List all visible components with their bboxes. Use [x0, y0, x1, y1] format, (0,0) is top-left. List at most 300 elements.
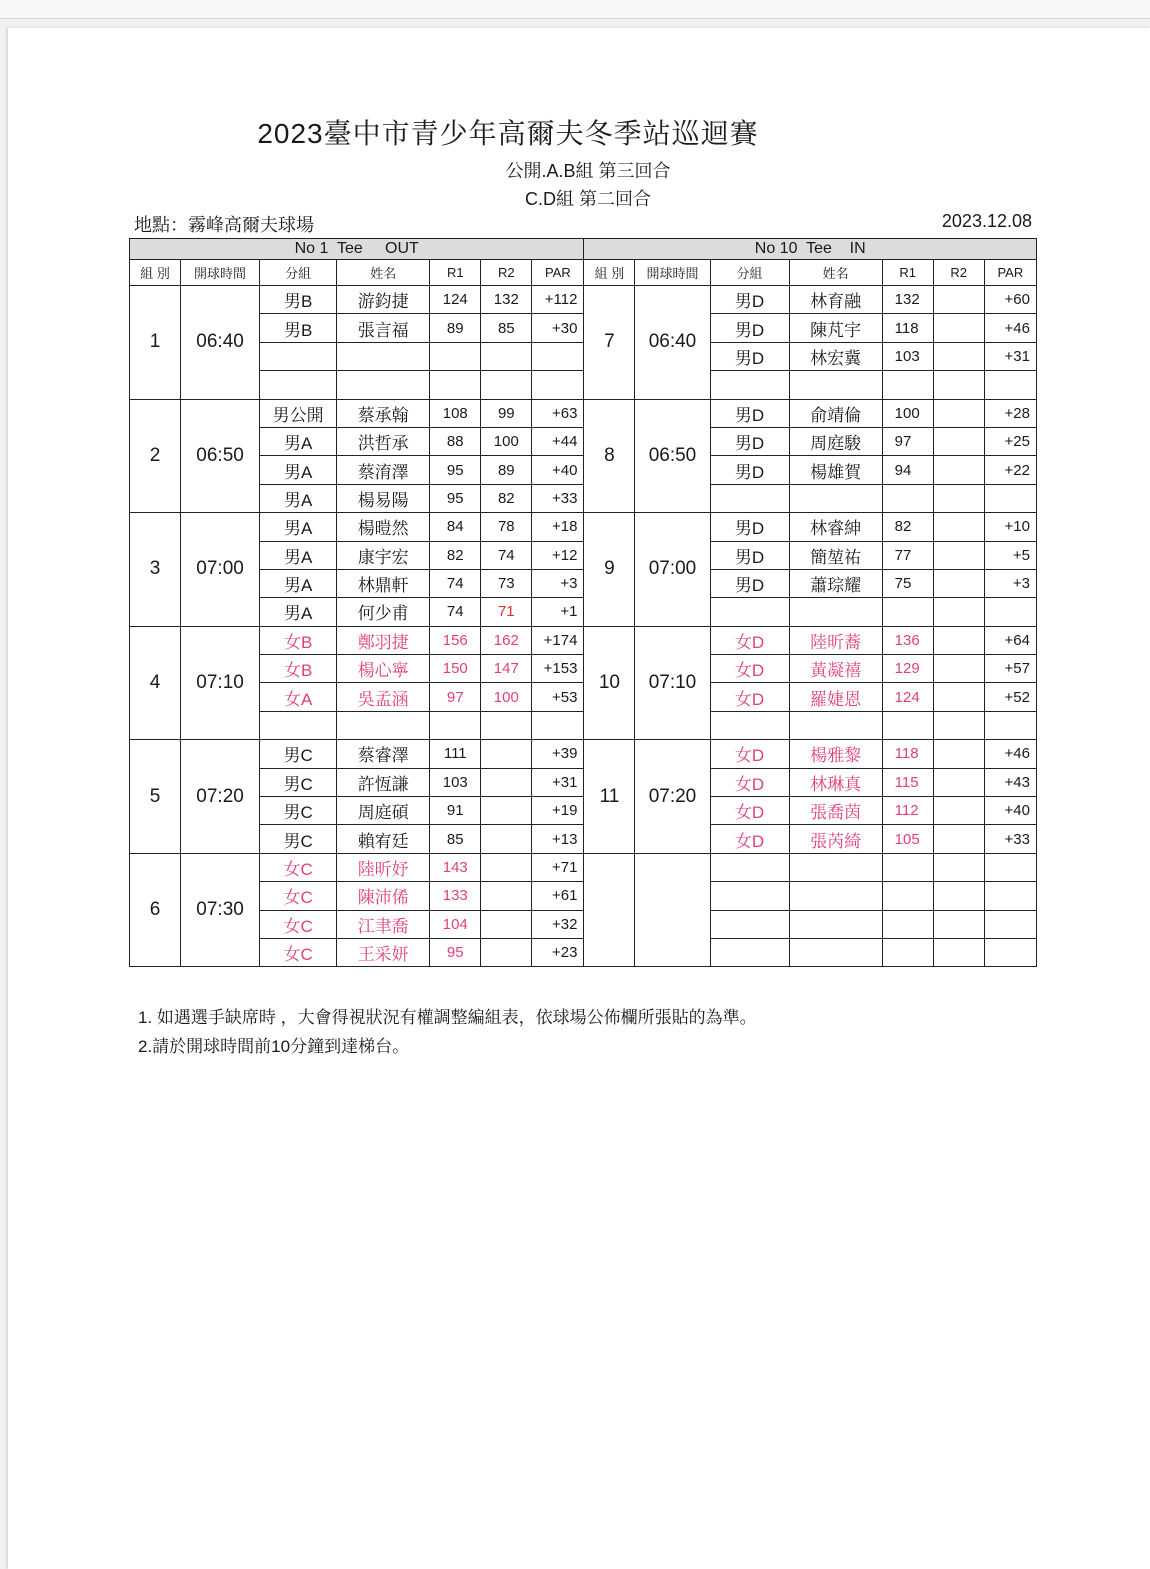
player-name: 林琳真 — [789, 768, 882, 796]
par-total: +28 — [984, 399, 1036, 427]
round1-score: 118 — [882, 740, 933, 768]
par-total: +12 — [532, 541, 584, 569]
round1-score — [430, 711, 481, 739]
round2-score — [933, 825, 984, 853]
round2-score — [481, 768, 532, 796]
round1-score — [882, 371, 933, 399]
round1-score: 74 — [430, 598, 481, 626]
round2-score — [933, 626, 984, 654]
par-total: +32 — [532, 910, 584, 938]
round1-score: 89 — [430, 314, 481, 342]
player-division — [710, 853, 789, 881]
table-row — [130, 797, 1037, 825]
table-row — [130, 427, 1037, 455]
player-name: 林睿紳 — [789, 513, 882, 541]
round1-score: 103 — [882, 342, 933, 370]
player-division: 男A — [260, 598, 337, 626]
player-name: 楊雄賀 — [789, 456, 882, 484]
player-name: 楊易陽 — [337, 484, 430, 512]
round1-score: 156 — [430, 626, 481, 654]
player-division: 男C — [260, 825, 337, 853]
par-total: +52 — [984, 683, 1036, 711]
par-total: +43 — [984, 768, 1036, 796]
round2-score: 89 — [481, 456, 532, 484]
group-number: 2 — [130, 399, 181, 513]
player-name: 林育融 — [789, 286, 882, 314]
player-division: 女A — [260, 683, 337, 711]
round2-score — [933, 853, 984, 881]
player-name — [789, 910, 882, 938]
par-total — [984, 371, 1036, 399]
tee-time: 07:00 — [635, 513, 710, 627]
subtitle-round-ab: 公開.A.B組 第三回合 — [505, 161, 671, 181]
player-division — [260, 371, 337, 399]
round2-score — [481, 342, 532, 370]
round1-score — [882, 598, 933, 626]
round1-score — [882, 938, 933, 966]
player-division: 男D — [710, 569, 789, 597]
par-total: +153 — [532, 655, 584, 683]
col-header-time: 開球時間 — [635, 260, 710, 286]
col-header-par: PAR — [984, 260, 1036, 286]
par-total: +31 — [532, 768, 584, 796]
tee-time: 07:20 — [635, 740, 710, 854]
player-division: 女D — [710, 655, 789, 683]
table-row — [130, 286, 1037, 314]
player-division — [710, 882, 789, 910]
round1-score: 88 — [430, 427, 481, 455]
round2-score — [481, 711, 532, 739]
player-division: 女D — [710, 797, 789, 825]
player-division — [710, 938, 789, 966]
group-number: 1 — [130, 286, 181, 400]
player-name — [789, 484, 882, 512]
player-division: 男D — [710, 399, 789, 427]
group-number: 6 — [130, 853, 181, 967]
round1-score — [882, 882, 933, 910]
round2-score — [481, 938, 532, 966]
par-total: +33 — [984, 825, 1036, 853]
round2-score: 74 — [481, 541, 532, 569]
player-division: 男C — [260, 797, 337, 825]
col-header-r1: R1 — [430, 260, 481, 286]
round1-score — [882, 910, 933, 938]
player-name — [337, 342, 430, 370]
player-name: 簡堃祐 — [789, 541, 882, 569]
table-row — [130, 314, 1037, 342]
group-number: 5 — [130, 740, 181, 854]
table-row — [130, 598, 1037, 626]
round1-score — [882, 711, 933, 739]
round2-score — [481, 740, 532, 768]
round1-score — [882, 484, 933, 512]
round2-score — [481, 882, 532, 910]
round1-score — [430, 371, 481, 399]
round2-score — [933, 797, 984, 825]
event-date: 2023.12.08 — [941, 211, 1032, 231]
round2-score — [933, 399, 984, 427]
par-total: +23 — [532, 938, 584, 966]
col-header-division: 分組 — [710, 260, 789, 286]
par-total: +30 — [532, 314, 584, 342]
table-row — [130, 484, 1037, 512]
player-name: 楊心寧 — [337, 655, 430, 683]
player-name — [337, 371, 430, 399]
round1-score: 129 — [882, 655, 933, 683]
player-division: 男D — [710, 456, 789, 484]
player-division — [710, 484, 789, 512]
tee-time: 06:50 — [635, 399, 710, 513]
player-division — [260, 342, 337, 370]
table-row — [130, 541, 1037, 569]
round2-score — [933, 286, 984, 314]
round2-score: 147 — [481, 655, 532, 683]
table-row — [130, 882, 1037, 910]
viewer-top-bar — [0, 0, 1150, 19]
player-division: 男A — [260, 569, 337, 597]
col-header-name: 姓名 — [337, 260, 430, 286]
table-row — [130, 910, 1037, 938]
round2-score — [933, 513, 984, 541]
tee-time — [635, 853, 710, 967]
par-total — [984, 910, 1036, 938]
par-total: +33 — [532, 484, 584, 512]
player-name — [789, 711, 882, 739]
player-name — [789, 853, 882, 881]
player-division: 女D — [710, 825, 789, 853]
player-name: 江聿喬 — [337, 910, 430, 938]
player-name: 張喬茵 — [789, 797, 882, 825]
round1-score — [430, 342, 481, 370]
par-total — [984, 598, 1036, 626]
par-total: +22 — [984, 456, 1036, 484]
par-total: +10 — [984, 513, 1036, 541]
table-row — [130, 711, 1037, 739]
document-title: 2023臺中市青少年高爾夫冬季站巡迴賽 — [257, 118, 759, 149]
par-total: +39 — [532, 740, 584, 768]
round1-score: 132 — [882, 286, 933, 314]
table-row — [130, 853, 1037, 881]
player-name: 林宏冀 — [789, 342, 882, 370]
group-number: 8 — [584, 399, 635, 513]
round2-score — [933, 655, 984, 683]
player-name: 周庭駿 — [789, 427, 882, 455]
round2-score: 71 — [481, 598, 532, 626]
col-header-r2: R2 — [933, 260, 984, 286]
player-name: 黃凝禧 — [789, 655, 882, 683]
round2-score — [933, 768, 984, 796]
round1-score: 97 — [430, 683, 481, 711]
subtitle-round-cd: C.D組 第二回合 — [525, 189, 651, 209]
group-number: 10 — [584, 626, 635, 740]
round1-score: 97 — [882, 427, 933, 455]
par-total — [984, 938, 1036, 966]
table-row — [130, 513, 1037, 541]
tee-time: 06:40 — [181, 286, 260, 400]
player-name: 楊暟然 — [337, 513, 430, 541]
player-name: 康宇宏 — [337, 541, 430, 569]
player-name — [789, 882, 882, 910]
player-division: 女C — [260, 938, 337, 966]
player-name: 賴宥廷 — [337, 825, 430, 853]
round2-score — [933, 314, 984, 342]
player-name: 吳孟涵 — [337, 683, 430, 711]
player-name — [337, 711, 430, 739]
round2-score — [933, 598, 984, 626]
tee-time-schedule-table — [129, 238, 1037, 967]
round2-score — [933, 910, 984, 938]
player-division — [710, 711, 789, 739]
round2-score — [481, 910, 532, 938]
round1-score: 124 — [430, 286, 481, 314]
round2-score — [933, 541, 984, 569]
player-name — [789, 371, 882, 399]
round2-score: 85 — [481, 314, 532, 342]
round1-score: 108 — [430, 399, 481, 427]
par-total — [532, 711, 584, 739]
player-division: 女D — [710, 740, 789, 768]
col-header-division: 分組 — [260, 260, 337, 286]
par-total — [984, 484, 1036, 512]
par-total: +63 — [532, 399, 584, 427]
tee-header-left: No 1 Tee OUT — [130, 239, 584, 260]
player-name: 羅婕恩 — [789, 683, 882, 711]
round1-score: 82 — [882, 513, 933, 541]
player-division: 男A — [260, 427, 337, 455]
group-number — [584, 853, 635, 967]
par-total: +112 — [532, 286, 584, 314]
tee-time: 06:40 — [635, 286, 710, 400]
par-total: +64 — [984, 626, 1036, 654]
par-total: +44 — [532, 427, 584, 455]
round2-score: 99 — [481, 399, 532, 427]
round2-score: 78 — [481, 513, 532, 541]
player-division: 男D — [710, 342, 789, 370]
round2-score — [933, 569, 984, 597]
group-number: 11 — [584, 740, 635, 854]
player-division: 女B — [260, 626, 337, 654]
player-name: 何少甫 — [337, 598, 430, 626]
group-number: 7 — [584, 286, 635, 400]
player-division: 女D — [710, 768, 789, 796]
player-division: 男A — [260, 513, 337, 541]
round2-score — [933, 427, 984, 455]
player-division: 男公開 — [260, 399, 337, 427]
par-total — [532, 371, 584, 399]
col-header-par: PAR — [532, 260, 584, 286]
round1-score: 124 — [882, 683, 933, 711]
round1-score: 95 — [430, 938, 481, 966]
round2-score — [933, 683, 984, 711]
tee-time: 07:10 — [181, 626, 260, 740]
player-name: 張言福 — [337, 314, 430, 342]
note-arrival: 2.請於開球時間前10分鐘到達梯台。 — [138, 1037, 410, 1056]
round1-score: 82 — [430, 541, 481, 569]
par-total: +19 — [532, 797, 584, 825]
player-name: 鄭羽捷 — [337, 626, 430, 654]
round1-score: 136 — [882, 626, 933, 654]
player-name: 張芮綺 — [789, 825, 882, 853]
round1-score: 100 — [882, 399, 933, 427]
par-total — [984, 882, 1036, 910]
document-page — [8, 28, 1150, 1569]
round2-score: 100 — [481, 427, 532, 455]
par-total — [532, 342, 584, 370]
round2-score — [481, 797, 532, 825]
round1-score: 84 — [430, 513, 481, 541]
round2-score — [933, 371, 984, 399]
player-name — [789, 938, 882, 966]
column-header-row — [130, 260, 1037, 286]
player-division: 女C — [260, 882, 337, 910]
table-row — [130, 768, 1037, 796]
player-division: 男D — [710, 427, 789, 455]
par-total: +46 — [984, 740, 1036, 768]
round2-score — [933, 740, 984, 768]
player-division: 男B — [260, 314, 337, 342]
round2-score: 132 — [481, 286, 532, 314]
player-division: 男D — [710, 286, 789, 314]
col-header-group: 組 別 — [130, 260, 181, 286]
group-number: 4 — [130, 626, 181, 740]
player-name: 游鈞捷 — [337, 286, 430, 314]
round1-score: 115 — [882, 768, 933, 796]
player-division: 男A — [260, 541, 337, 569]
table-row — [130, 456, 1037, 484]
player-division: 男B — [260, 286, 337, 314]
round2-score — [481, 371, 532, 399]
player-division: 女B — [260, 655, 337, 683]
col-header-time: 開球時間 — [181, 260, 260, 286]
round1-score: 143 — [430, 853, 481, 881]
player-name: 蔡淯澤 — [337, 456, 430, 484]
player-division: 男C — [260, 768, 337, 796]
round2-score: 162 — [481, 626, 532, 654]
tee-time: 07:00 — [181, 513, 260, 627]
col-header-r1: R1 — [882, 260, 933, 286]
tee-time: 06:50 — [181, 399, 260, 513]
par-total: +3 — [984, 569, 1036, 597]
table-row — [130, 626, 1037, 654]
round1-score: 118 — [882, 314, 933, 342]
round1-score: 74 — [430, 569, 481, 597]
round2-score: 82 — [481, 484, 532, 512]
round2-score — [933, 938, 984, 966]
player-name: 蔡睿澤 — [337, 740, 430, 768]
player-division — [710, 598, 789, 626]
round2-score — [933, 456, 984, 484]
par-total: +13 — [532, 825, 584, 853]
par-total: +18 — [532, 513, 584, 541]
group-number: 3 — [130, 513, 181, 627]
player-division — [260, 711, 337, 739]
player-division: 女D — [710, 626, 789, 654]
tee-header-row — [130, 239, 1037, 260]
player-name — [789, 598, 882, 626]
par-total: +1 — [532, 598, 584, 626]
player-name: 林鼎軒 — [337, 569, 430, 597]
player-division: 男D — [710, 541, 789, 569]
venue-label: 地點：霧峰高爾夫球場 — [134, 215, 314, 235]
par-total: +40 — [532, 456, 584, 484]
round1-score: 104 — [430, 910, 481, 938]
table-row — [130, 655, 1037, 683]
player-name: 王采妍 — [337, 938, 430, 966]
round1-score: 75 — [882, 569, 933, 597]
par-total: +57 — [984, 655, 1036, 683]
round1-score: 91 — [430, 797, 481, 825]
round2-score — [933, 484, 984, 512]
round1-score: 105 — [882, 825, 933, 853]
round2-score — [933, 342, 984, 370]
round1-score: 95 — [430, 456, 481, 484]
par-total: +40 — [984, 797, 1036, 825]
table-row — [130, 740, 1037, 768]
tee-time: 07:10 — [635, 626, 710, 740]
player-name: 洪哲承 — [337, 427, 430, 455]
player-division: 女C — [260, 853, 337, 881]
table-row — [130, 683, 1037, 711]
player-division: 女C — [260, 910, 337, 938]
player-division: 男C — [260, 740, 337, 768]
table-row — [130, 825, 1037, 853]
player-name: 陸昕蕎 — [789, 626, 882, 654]
par-total: +5 — [984, 541, 1036, 569]
player-name: 蕭琮耀 — [789, 569, 882, 597]
player-division: 男D — [710, 314, 789, 342]
par-total: +31 — [984, 342, 1036, 370]
par-total: +60 — [984, 286, 1036, 314]
round1-score: 103 — [430, 768, 481, 796]
round2-score — [481, 853, 532, 881]
par-total — [984, 711, 1036, 739]
player-name: 陳芃宇 — [789, 314, 882, 342]
round2-score: 73 — [481, 569, 532, 597]
round1-score: 150 — [430, 655, 481, 683]
round1-score: 112 — [882, 797, 933, 825]
par-total: +174 — [532, 626, 584, 654]
col-header-name: 姓名 — [789, 260, 882, 286]
note-absence: 1. 如遇選手缺席時 ，大會得視狀況有權調整編組表，依球場公佈欄所張貼的為準。 — [138, 1008, 757, 1027]
player-division: 男D — [710, 513, 789, 541]
round2-score — [481, 825, 532, 853]
par-total — [984, 853, 1036, 881]
par-total: +46 — [984, 314, 1036, 342]
tee-time: 07:20 — [181, 740, 260, 854]
table-row — [130, 938, 1037, 966]
par-total: +53 — [532, 683, 584, 711]
player-division — [710, 371, 789, 399]
player-division: 女D — [710, 683, 789, 711]
round1-score: 111 — [430, 740, 481, 768]
player-division: 男A — [260, 484, 337, 512]
round1-score: 95 — [430, 484, 481, 512]
col-header-r2: R2 — [481, 260, 532, 286]
col-header-group: 組 別 — [584, 260, 635, 286]
par-total: +3 — [532, 569, 584, 597]
round1-score: 85 — [430, 825, 481, 853]
round1-score: 133 — [430, 882, 481, 910]
par-total: +61 — [532, 882, 584, 910]
table-row — [130, 371, 1037, 399]
player-division: 男A — [260, 456, 337, 484]
table-row — [130, 342, 1037, 370]
round1-score: 94 — [882, 456, 933, 484]
group-number: 9 — [584, 513, 635, 627]
table-row — [130, 399, 1037, 427]
round1-score — [882, 853, 933, 881]
player-name: 俞靖倫 — [789, 399, 882, 427]
